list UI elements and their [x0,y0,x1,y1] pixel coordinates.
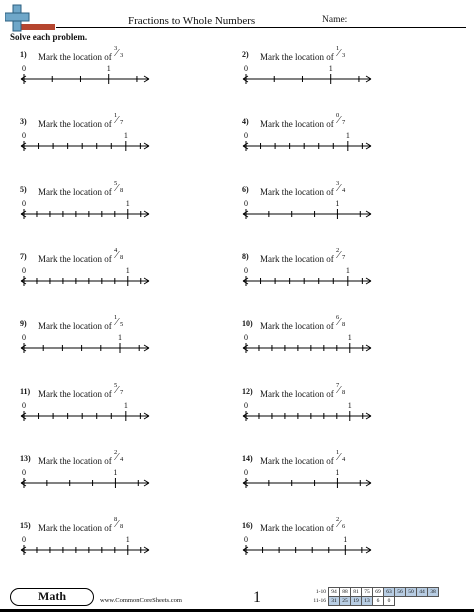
number-line[interactable] [20,72,152,86]
problem-number: 7) [20,251,27,261]
number-line[interactable] [242,207,374,221]
problem-prompt [260,381,347,399]
problem [20,246,220,292]
score-cell: 44 [417,588,428,597]
prompt-text: Mark the location of [38,523,112,534]
fraction-slash: ⁄ [115,47,118,59]
label-one: 1 [335,467,340,477]
fraction-slash: ⁄ [115,248,118,261]
label-one: 1 [123,131,128,141]
problem-number: 12) [242,386,253,396]
problem-number: 5) [20,184,27,194]
worksheet-title: Fractions to Whole Numbers [128,15,256,27]
fraction [113,381,125,399]
page-number: 1 [253,589,261,606]
problem-prompt [38,112,125,130]
label-zero: 0 [244,467,248,477]
problem-number: 8) [242,251,249,261]
problem-prompt [38,516,125,534]
problem-prompt [38,448,125,466]
problem-prompt [260,448,347,466]
fraction-numerator: 2 [335,516,340,524]
label-one: 1 [118,333,122,343]
fraction-denominator: 7 [341,119,346,127]
problem-number: 3) [20,117,27,127]
fraction-denominator: 8 [119,253,124,261]
fraction-slash: ⁄ [115,316,118,329]
score-cell: 38 [428,588,439,597]
problem-prompt [260,112,347,130]
fraction-slash: ⁄ [115,450,118,463]
fraction-denominator: 8 [341,388,346,396]
prompt-text: Mark the location of [38,253,112,264]
fraction-numerator: 0 [335,112,340,120]
score-row-label: 11-16 [313,598,326,604]
label-one: 1 [347,400,352,410]
fraction [335,516,347,533]
fraction-slash: ⁄ [115,518,118,531]
fraction-numerator: 4 [113,246,118,254]
fraction [335,246,347,264]
fraction-slash: ⁄ [115,181,118,194]
label-zero: 0 [22,131,26,141]
fraction [335,179,347,197]
problem-prompt [38,246,125,264]
label-zero: 0 [244,131,248,141]
score-cell: 88 [340,588,351,597]
problem-prompt [260,516,347,534]
fraction [113,45,125,62]
prompt-text: Mark the location of [260,455,334,466]
number-line[interactable] [242,409,374,423]
score-row-label: 1-10 [315,589,326,595]
problem-number: 1) [20,50,27,59]
problem [20,112,220,157]
number-line[interactable] [20,543,152,557]
score-cell: 25 [340,597,351,606]
prompt-text: Mark the location of [38,455,112,466]
fraction [113,314,125,331]
fraction-slash: ⁄ [115,114,118,127]
fraction [335,112,347,129]
number-line[interactable] [242,341,374,355]
score-cell: 81 [351,588,362,597]
problem [242,179,442,225]
label-zero: 0 [22,265,26,275]
number-line[interactable] [20,409,152,423]
fraction-denominator: 4 [119,455,124,463]
subject-badge: Math [10,588,94,606]
problem [20,45,220,90]
problem-number: 4) [242,117,249,127]
problem-number: 9) [20,319,27,329]
fraction [335,314,347,331]
fraction-denominator: 7 [119,388,124,396]
fraction-slash: ⁄ [337,114,340,127]
fraction-slash: ⁄ [337,47,340,59]
fraction [113,516,125,533]
fraction-numerator: 8 [113,516,118,524]
number-line[interactable] [20,139,152,153]
label-zero: 0 [22,333,26,343]
problem [242,314,442,359]
prompt-text: Mark the location of [38,186,112,197]
label-one: 1 [343,535,348,545]
label-one: 1 [113,467,118,477]
fraction-slash: ⁄ [337,316,340,329]
fraction-numerator: 2 [113,448,118,456]
problem [242,112,442,157]
label-one: 1 [106,64,111,73]
plus-logo-icon [5,3,57,33]
problem-number: 14) [242,453,253,463]
problem [20,179,220,225]
prompt-text: Mark the location of [38,321,112,332]
label-zero: 0 [22,467,26,477]
prompt-text: Mark the location of [260,119,334,130]
fraction-numerator: 3 [113,45,118,52]
problem-number: 6) [242,184,249,194]
fraction-slash: ⁄ [337,518,340,531]
problem [20,314,220,359]
problem [242,448,442,494]
label-one: 1 [125,198,130,208]
problem [242,246,442,292]
label-zero: 0 [22,64,26,73]
fraction-slash: ⁄ [337,383,340,396]
footer-bar [0,609,474,612]
score-cell: 31 [329,597,340,606]
problem-prompt [38,381,125,399]
fraction-denominator: 8 [341,321,346,329]
problem [20,448,220,494]
fraction-denominator: 5 [119,321,124,329]
prompt-text: Mark the location of [260,321,334,332]
problem-number: 10) [242,319,253,329]
fraction-slash: ⁄ [337,248,340,261]
fraction [113,112,125,129]
fraction-denominator: 7 [341,253,346,261]
prompt-text: Mark the location of [260,253,334,264]
score-cell: 6 [373,597,384,606]
prompt-text: Mark the location of [38,388,112,399]
score-row [310,588,439,597]
fraction-numerator: 5 [113,179,118,187]
fraction-denominator: 7 [119,119,124,127]
fraction [113,246,125,264]
problem-prompt [260,45,347,62]
label-zero: 0 [22,535,26,545]
label-zero: 0 [244,198,248,208]
score-cell: 63 [384,588,395,597]
label-zero: 0 [244,265,248,275]
label-zero: 0 [22,400,26,410]
prompt-text: Mark the location of [38,119,112,130]
label-one: 1 [125,535,130,545]
number-line[interactable] [242,72,374,86]
fraction-denominator: 3 [119,52,124,59]
label-one: 1 [123,400,128,410]
fraction-numerator: 1 [335,45,340,52]
label-zero: 0 [244,535,248,545]
prompt-text: Mark the location of [260,523,334,534]
problem [242,381,442,427]
label-zero: 0 [244,400,248,410]
score-cell: 50 [406,588,417,597]
fraction-denominator: 3 [341,52,346,59]
fraction-denominator: 4 [341,186,346,194]
number-line[interactable] [20,207,152,221]
score-cell: 0 [384,597,395,606]
prompt-text: Mark the location of [260,52,334,62]
fraction [113,448,125,466]
score-cell: 13 [362,597,373,606]
name-label: Name: [322,15,348,25]
fraction [335,45,347,62]
fraction-denominator: 6 [341,523,346,531]
score-table [310,587,439,606]
label-one: 1 [335,198,340,208]
problem-number: 15) [20,521,31,531]
fraction-numerator: 2 [335,246,340,254]
label-zero: 0 [244,333,248,343]
score-cell: 75 [362,588,373,597]
fraction [335,381,347,399]
instructions: Solve each problem. [10,32,88,42]
number-line[interactable] [20,274,152,288]
problem-prompt [260,246,347,264]
fraction-numerator: 5 [113,381,118,389]
fraction-numerator: 3 [335,179,340,187]
score-row [310,597,439,606]
fraction-numerator: 1 [113,314,118,322]
problem [242,516,442,561]
fraction-denominator: 8 [119,523,124,531]
fraction-numerator: 1 [113,112,118,120]
prompt-text: Mark the location of [260,186,334,197]
problem [20,516,220,561]
problem-number: 11) [20,386,31,396]
prompt-text: Mark the location of [38,52,112,62]
label-zero: 0 [244,64,248,73]
fraction-numerator: 6 [335,314,340,322]
score-cell: 19 [351,597,362,606]
fraction-numerator: 7 [335,381,340,389]
score-cell: 56 [395,588,406,597]
number-line[interactable] [242,543,374,557]
fraction [113,179,125,197]
problem-number: 2) [242,50,249,59]
label-one: 1 [345,265,350,275]
number-line[interactable] [242,274,374,288]
header-divider [56,27,466,28]
problem [242,45,442,90]
number-line[interactable] [20,476,152,490]
problem-number: 13) [20,453,31,463]
number-line[interactable] [242,139,374,153]
site-url: www.CommonCoreSheets.com [100,597,182,604]
prompt-text: Mark the location of [260,388,334,399]
problem [20,381,220,427]
label-one: 1 [347,333,352,343]
problem-number: 16) [242,521,253,531]
number-line[interactable] [20,341,152,355]
label-one: 1 [345,131,350,141]
number-line[interactable] [242,476,374,490]
label-zero: 0 [22,198,26,208]
problem-prompt [260,179,347,197]
problem-prompt [38,45,125,62]
problem-prompt [38,314,125,332]
fraction-denominator: 8 [119,186,124,194]
fraction [335,448,347,466]
fraction-slash: ⁄ [115,383,118,396]
problem-prompt [260,314,347,332]
fraction-denominator: 4 [341,455,346,463]
label-one: 1 [125,265,130,275]
problem-prompt [38,179,125,197]
fraction-slash: ⁄ [337,450,340,463]
score-cell: 94 [329,588,340,597]
label-one: 1 [328,64,333,73]
score-cell: 69 [373,588,384,597]
fraction-slash: ⁄ [337,181,340,194]
fraction-numerator: 1 [335,448,340,456]
